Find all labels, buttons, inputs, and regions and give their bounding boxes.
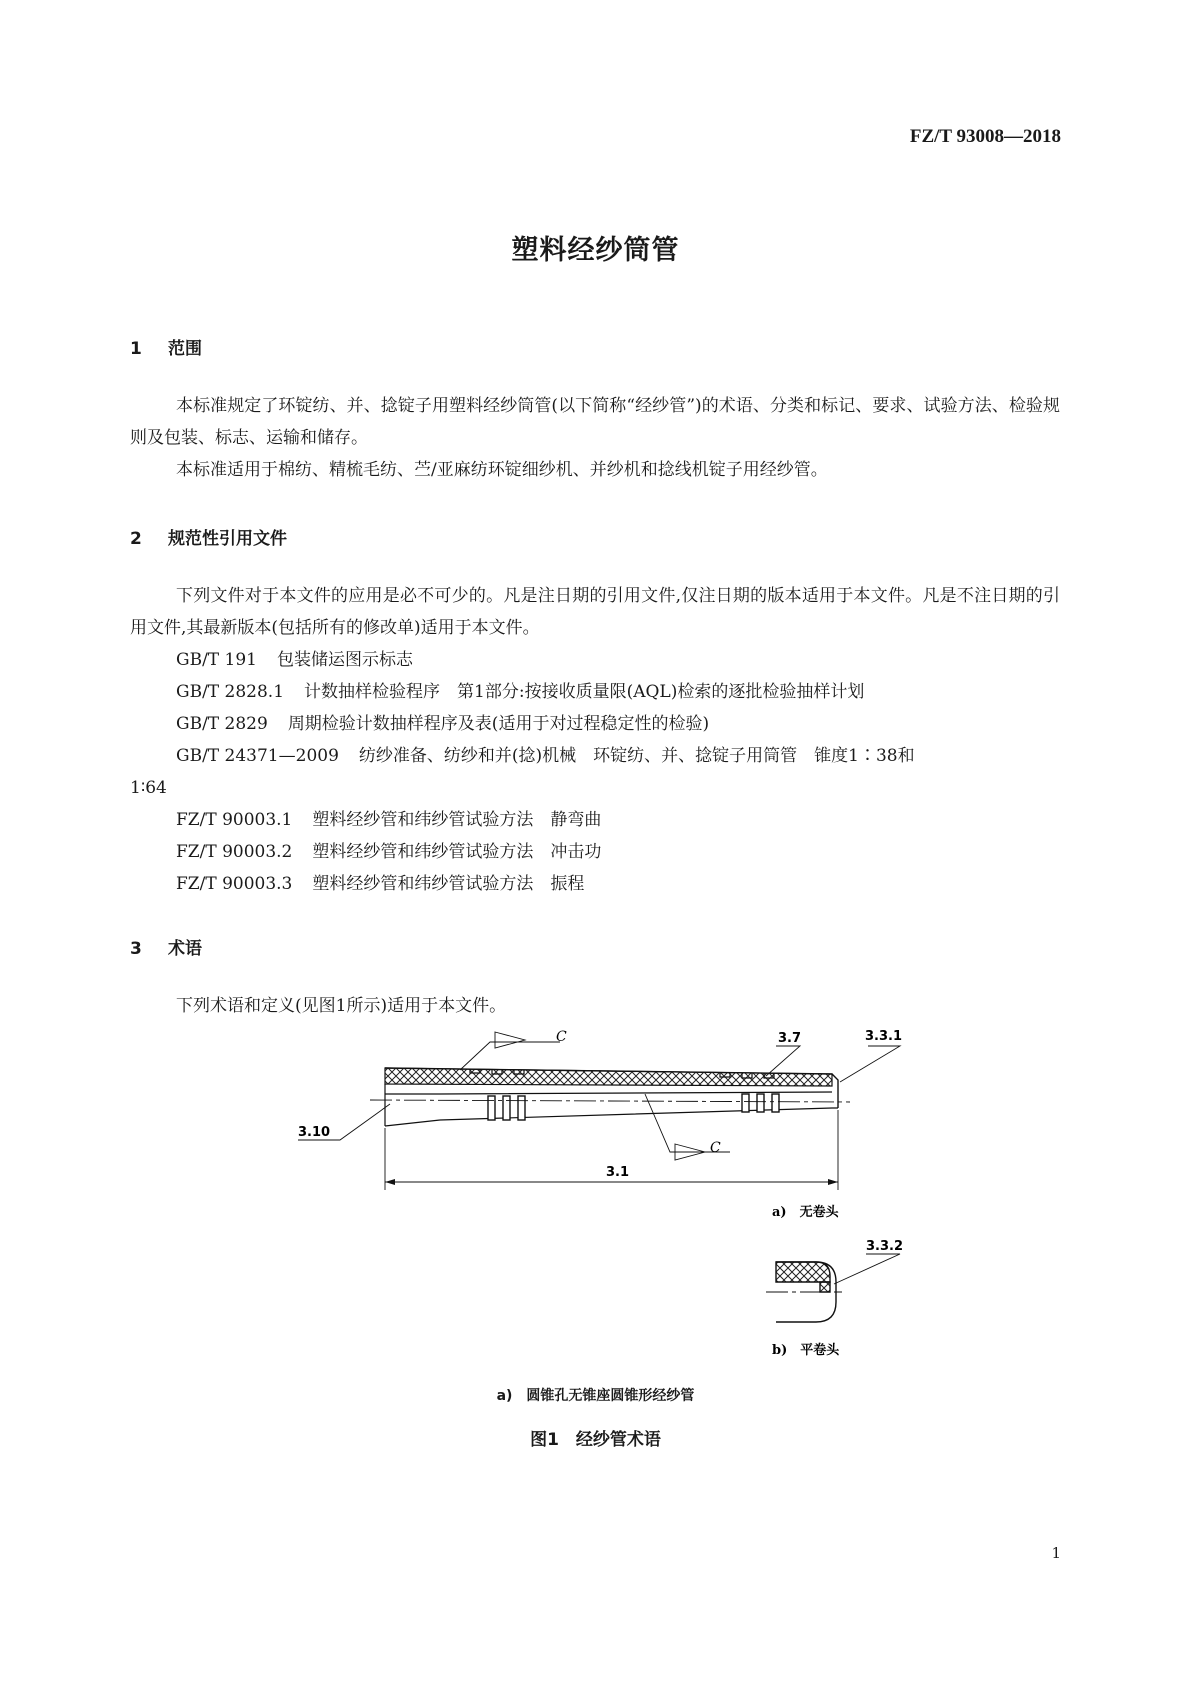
bobbin-view-b	[766, 1254, 900, 1322]
reference-continuation: 1∶64	[130, 778, 167, 798]
section-2-heading	[130, 524, 287, 549]
section-title: 术语	[168, 939, 202, 959]
reference-title: 包装储运图示标志	[277, 650, 413, 670]
label-3-7: 3.7	[778, 1031, 802, 1046]
section-number: 2	[130, 529, 142, 549]
bobbin-terminology-figure	[0, 1010, 1191, 1370]
reference-title: 计数抽样检验程序 第1部分:按接收质量限(AQL)检索的逐批检验抽样计划	[304, 682, 865, 702]
reference-code: GB/T 24371—2009	[176, 746, 339, 766]
reference-item	[176, 708, 709, 740]
section-2-intro: 下列文件对于本文件的应用是必不可少的。凡是注日期的引用文件,仅注日期的版本适用于本文件。凡是不注日期的引用文件,其最新版本(包括所有的修改单)适用于本文件。	[130, 586, 1060, 638]
reference-code: FZ/T 90003.3	[176, 874, 293, 894]
section-1-heading	[130, 334, 202, 359]
section-label-c-top: C	[556, 1029, 567, 1045]
standard-code: FZ/T 93008—2018	[909, 126, 1061, 147]
section-3-intro: 下列术语和定义(见图1所示)适用于本文件。	[176, 996, 507, 1016]
reference-code: GB/T 191	[176, 650, 257, 670]
reference-item	[176, 740, 915, 772]
section-label-c-bottom: C	[710, 1140, 721, 1156]
subfigure-b-label: b) 平卷头	[772, 1343, 840, 1358]
section-title: 范围	[168, 339, 202, 359]
section-1-paragraph-1: 本标准规定了环锭纺、并、捻锭子用塑料经纱筒管(以下简称“经纱管”)的术语、分类和标记、要求、试验方法、检验规则及包装、标志、运输和储存。	[130, 396, 1060, 448]
reference-code: GB/T 2828.1	[176, 682, 285, 702]
reference-title: 周期检验计数抽样程序及表(适用于对过程稳定性的检验)	[287, 714, 710, 734]
reference-item	[176, 676, 864, 708]
reference-title: 塑料经纱管和纬纱管试验方法 冲击功	[312, 842, 602, 862]
reference-code: FZ/T 90003.1	[176, 810, 293, 830]
label-3-10: 3.10	[298, 1125, 331, 1140]
subfigure-a-label: a) 无卷头	[772, 1205, 839, 1220]
document-title: 塑料经纱筒管	[511, 235, 680, 266]
label-3-1: 3.1	[606, 1165, 630, 1180]
reference-title: 塑料经纱管和纬纱管试验方法 振程	[312, 874, 585, 894]
reference-title: 塑料经纱管和纬纱管试验方法 静弯曲	[312, 810, 602, 830]
reference-title: 纺纱准备、纺纱和并(捻)机械 环锭纺、并、捻锭子用筒管 锥度1∶38和	[358, 746, 915, 766]
reference-item	[176, 868, 584, 900]
section-3-heading	[130, 934, 202, 959]
figure-subcaption: a) 圆锥孔无锥座圆锥形经纱管	[496, 1388, 695, 1404]
label-3-3-1: 3.3.1	[865, 1029, 903, 1044]
label-3-3-2: 3.3.2	[866, 1239, 904, 1254]
section-title: 规范性引用文件	[168, 529, 287, 549]
bobbin-view-a	[298, 1032, 900, 1190]
page-number: 1	[1051, 1544, 1061, 1562]
reference-item	[176, 804, 601, 836]
figure-caption: 图1 经纱管术语	[530, 1430, 661, 1450]
section-number: 3	[130, 939, 142, 959]
reference-item	[176, 836, 601, 868]
section-number: 1	[130, 339, 142, 359]
reference-item	[176, 644, 413, 676]
reference-code: FZ/T 90003.2	[176, 842, 293, 862]
reference-code: GB/T 2829	[176, 714, 268, 734]
section-1-paragraph-2: 本标准适用于棉纺、精梳毛纺、苎/亚麻纺环锭细纱机、并纱机和捻线机锭子用经纱管。	[176, 460, 828, 480]
